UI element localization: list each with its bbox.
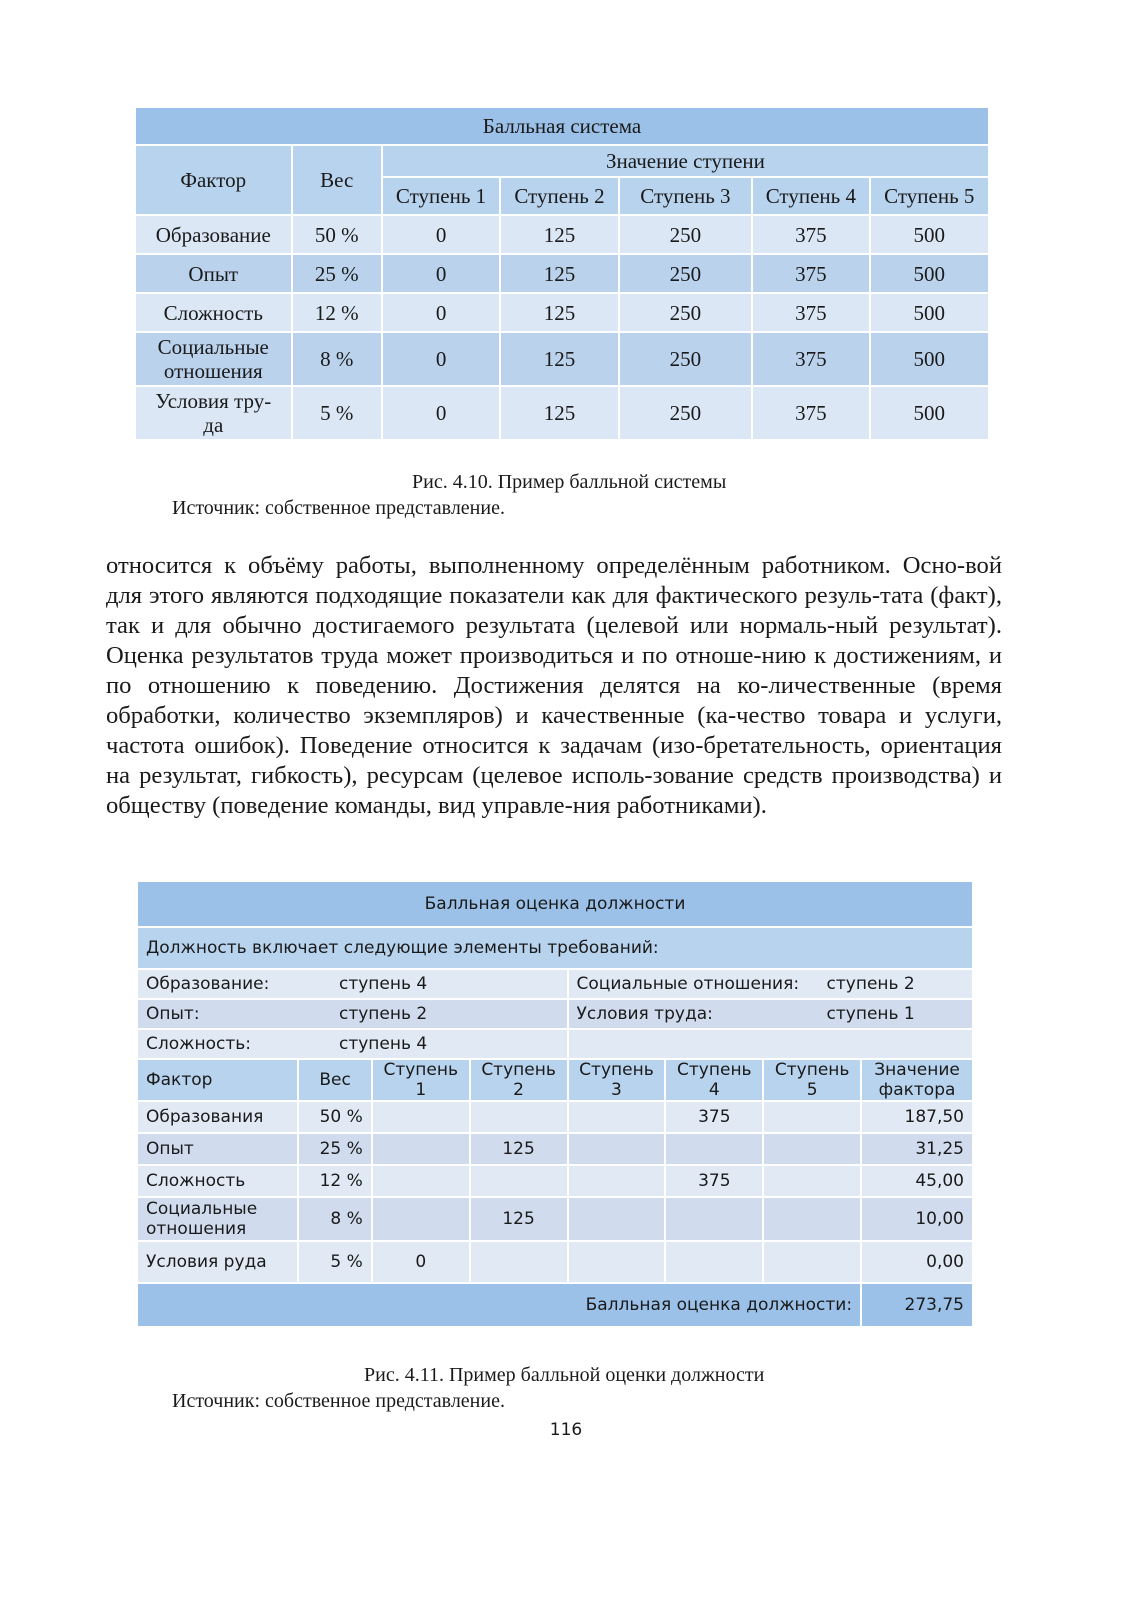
- weight-cell: 50 %: [293, 216, 381, 253]
- header-line: Ступень: [677, 1060, 752, 1080]
- table2-header-weight: Вес: [299, 1060, 370, 1100]
- table1-header-factor: Фактор: [136, 146, 291, 214]
- step-cell: [373, 1198, 469, 1240]
- header-line: Ступень: [383, 1060, 458, 1080]
- table-row: [138, 1166, 972, 1196]
- step-cell: [666, 1198, 762, 1240]
- requirement-label: Условия труда:: [576, 1004, 713, 1024]
- value-cell: 0: [383, 294, 499, 331]
- weight-cell: 12 %: [293, 294, 381, 331]
- requirement-label: Опыт:: [146, 1004, 200, 1024]
- header-line: Значение: [874, 1060, 960, 1080]
- factor-cell: [138, 1198, 297, 1240]
- table-row: [138, 1242, 972, 1282]
- value-cell: 500: [871, 216, 988, 253]
- value-cell: 375: [753, 333, 868, 385]
- factor-value-cell: 0,00: [862, 1242, 972, 1282]
- total-label: Балльная оценка должности:: [138, 1284, 860, 1326]
- figure-source: Источник: собственное представление.: [172, 1390, 505, 1412]
- value-cell: 125: [501, 216, 617, 253]
- factor-cell: Образования: [138, 1102, 297, 1132]
- table-row: [138, 1198, 972, 1240]
- step-cell: [471, 1166, 567, 1196]
- factor-line: да: [203, 413, 224, 437]
- step-cell: [764, 1242, 860, 1282]
- step-cell: [373, 1134, 469, 1164]
- requirement-cell: [569, 1000, 972, 1028]
- step-cell: [764, 1166, 860, 1196]
- requirement-value: ступень 2: [826, 974, 915, 994]
- requirement-value: ступень 1: [826, 1004, 915, 1024]
- weight-cell: 25 %: [299, 1134, 370, 1164]
- step-cell: [764, 1102, 860, 1132]
- weight-cell: 50 %: [299, 1102, 370, 1132]
- weight-cell: 5 %: [299, 1242, 370, 1282]
- table2-header-step: [666, 1060, 762, 1100]
- value-cell: 500: [871, 333, 988, 385]
- value-cell: 250: [620, 294, 751, 331]
- factor-cell: Образование: [136, 216, 291, 253]
- table-row: [136, 387, 988, 439]
- factor-cell: [136, 333, 291, 385]
- step-cell: 125: [471, 1198, 567, 1240]
- weight-cell: 12 %: [299, 1166, 370, 1196]
- factor-cell: Опыт: [136, 255, 291, 292]
- step-cell: [471, 1102, 567, 1132]
- table2-title: Балльная оценка должности: [138, 882, 972, 926]
- table2-header-value: [862, 1060, 972, 1100]
- value-cell: 250: [620, 216, 751, 253]
- factor-cell: Условия руда: [138, 1242, 297, 1282]
- table1-header-step: Ступень 3: [620, 178, 751, 214]
- table1-header-step: Ступень 1: [383, 178, 499, 214]
- step-cell: [569, 1102, 665, 1132]
- step-cell: [471, 1242, 567, 1282]
- step-cell: [666, 1134, 762, 1164]
- weight-cell: 5 %: [293, 387, 381, 439]
- factor-cell: Сложность: [138, 1166, 297, 1196]
- table1-title: Балльная система: [136, 108, 988, 144]
- step-cell: [764, 1198, 860, 1240]
- requirement-value: ступень 4: [339, 1034, 428, 1054]
- value-cell: 500: [871, 255, 988, 292]
- header-line: 3: [611, 1080, 622, 1100]
- requirement-cell: [138, 1030, 567, 1058]
- table1-header-step: Ступень 2: [501, 178, 617, 214]
- table2-header-step: [764, 1060, 860, 1100]
- table-row: [136, 294, 988, 331]
- requirement-cell: [569, 970, 972, 998]
- value-cell: 125: [501, 333, 617, 385]
- factor-line: Социальные: [146, 1199, 258, 1219]
- step-cell: [569, 1242, 665, 1282]
- value-cell: 375: [753, 294, 868, 331]
- factor-cell: [136, 387, 291, 439]
- requirement-cell-empty: [569, 1030, 972, 1058]
- value-cell: 0: [383, 216, 499, 253]
- value-cell: 250: [620, 387, 751, 439]
- requirement-value: ступень 4: [339, 974, 428, 994]
- table-row: [136, 216, 988, 253]
- factor-line: Условия тру-: [155, 389, 272, 413]
- requirement-cell: [138, 970, 567, 998]
- factor-value-cell: 10,00: [862, 1198, 972, 1240]
- requirement-cell: [138, 1000, 567, 1028]
- point-system-table: [134, 106, 990, 441]
- table-row: [136, 333, 988, 385]
- header-line: 1: [415, 1080, 427, 1100]
- table2-intro: Должность включает следующие элементы требований:: [138, 928, 972, 968]
- body-paragraph: относится к объёму работы, выполненному определённым работником. Осно-вой для этого являются подходящие показатели как для фактического резуль-тата (факт), так и для обычно достигаемого результата (целевой или нормаль-ный результат). Оценка результатов труда может производиться и по отноше-нию к достижениям, и по отношению к поведению. Достижения делятся на ко-личественные (время обработки, количество экземпляров) и качественные (ка-чество товара и услуги, частота ошибок). Поведение относится к задачам (изо-бретательность, ориентация на результат, гибкость), ресурсам (целевое исполь-зование средств производства) и обществу (поведение команды, вид управле-ния работниками).: [106, 552, 1002, 819]
- value-cell: 375: [753, 255, 868, 292]
- table-row: [136, 255, 988, 292]
- table2-header-step: [471, 1060, 567, 1100]
- value-cell: 375: [753, 216, 868, 253]
- header-line: Ступень: [579, 1060, 654, 1080]
- step-cell: [764, 1134, 860, 1164]
- requirement-value: ступень 2: [339, 1004, 428, 1024]
- weight-cell: 25 %: [293, 255, 381, 292]
- header-line: Ступень: [481, 1060, 556, 1080]
- total-value: 273,75: [862, 1284, 972, 1326]
- value-cell: 125: [501, 294, 617, 331]
- table-row: [138, 1134, 972, 1164]
- table1-header-step: Ступень 5: [871, 178, 988, 214]
- step-cell: [666, 1242, 762, 1282]
- requirement-label: Социальные отношения:: [576, 974, 800, 994]
- value-cell: 125: [501, 387, 617, 439]
- value-cell: 0: [383, 387, 499, 439]
- figure-caption: Рис. 4.10. Пример балльной системы: [412, 471, 727, 493]
- header-line: 4: [708, 1080, 720, 1100]
- factor-line: отношения: [146, 1219, 247, 1239]
- job-evaluation-table: [136, 880, 974, 1328]
- header-line: 5: [806, 1080, 818, 1100]
- table2-header-factor: Фактор: [138, 1060, 297, 1100]
- value-cell: 125: [501, 255, 617, 292]
- value-cell: 0: [383, 333, 499, 385]
- factor-line: Социальные: [157, 335, 269, 359]
- step-cell: 125: [471, 1134, 567, 1164]
- table-row: [138, 1102, 972, 1132]
- header-line: 2: [513, 1080, 524, 1100]
- step-cell: 0: [373, 1242, 469, 1282]
- weight-cell: 8 %: [299, 1198, 370, 1240]
- step-cell: [569, 1166, 665, 1196]
- step-cell: [569, 1134, 665, 1164]
- factor-line: отношения: [163, 359, 263, 383]
- table2-header-step: [569, 1060, 665, 1100]
- value-cell: 0: [383, 255, 499, 292]
- factor-value-cell: 187,50: [862, 1102, 972, 1132]
- requirement-label: Образование:: [146, 974, 270, 994]
- step-cell: [569, 1198, 665, 1240]
- value-cell: 500: [871, 294, 988, 331]
- header-line: фактора: [878, 1080, 956, 1100]
- factor-cell: Опыт: [138, 1134, 297, 1164]
- value-cell: 250: [620, 255, 751, 292]
- value-cell: 250: [620, 333, 751, 385]
- table1-header-weight: Вес: [293, 146, 381, 214]
- factor-value-cell: 31,25: [862, 1134, 972, 1164]
- figure-source: Источник: собственное представление.: [172, 497, 505, 519]
- figure-caption: Рис. 4.11. Пример балльной оценки должности: [364, 1364, 765, 1386]
- weight-cell: 8 %: [293, 333, 381, 385]
- header-line: Ступень: [774, 1060, 850, 1080]
- table2-header-step: [373, 1060, 469, 1100]
- factor-value-cell: 45,00: [862, 1166, 972, 1196]
- table1-header-value-group: Значение ступени: [383, 146, 988, 176]
- requirement-label: Сложность:: [146, 1034, 251, 1054]
- step-cell: 375: [666, 1102, 762, 1132]
- step-cell: [373, 1166, 469, 1196]
- step-cell: 375: [666, 1166, 762, 1196]
- value-cell: 500: [871, 387, 988, 439]
- step-cell: [373, 1102, 469, 1132]
- table1-header-step: Ступень 4: [753, 178, 868, 214]
- factor-cell: Сложность: [136, 294, 291, 331]
- value-cell: 375: [753, 387, 868, 439]
- page-number: 116: [549, 1420, 583, 1440]
